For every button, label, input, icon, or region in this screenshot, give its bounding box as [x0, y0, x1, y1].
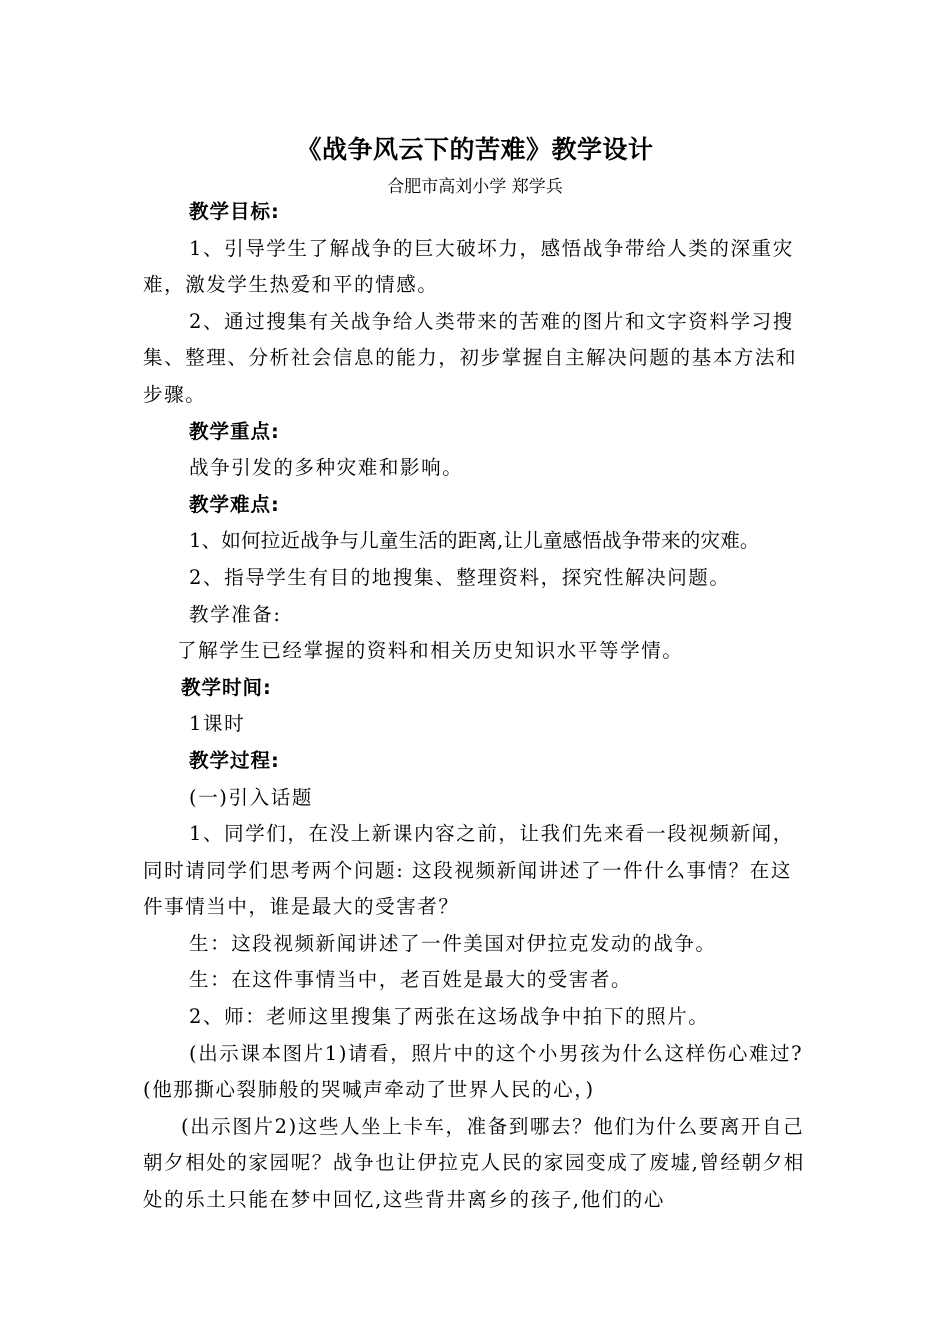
paragraph: 1、引导学生了解战争的巨大破坏力，感悟战争带给人类的深重灾难，激发学生热爱和平的情感。	[143, 236, 794, 297]
paragraph: (出示课本图片1)请看，照片中的这个小男孩为什么这样伤心难过?(他那撕心裂肺般的哭喊声牵动了世界人民的心，)	[143, 1041, 804, 1102]
heading-difficulties: 教学难点:	[189, 492, 280, 516]
paragraph: 生：这段视频新闻讲述了一件美国对伊拉克发动的战争。	[189, 931, 717, 955]
document-author: 合肥市高刘小学 郑学兵	[387, 177, 563, 197]
heading-key-points: 教学重点:	[189, 419, 280, 443]
paragraph: 2、师：老师这里搜集了两张在这场战争中拍下的照片。	[189, 1005, 710, 1029]
paragraph: 1、如何拉近战争与儿童生活的距离,让儿童感悟战争带来的灾难。	[189, 529, 760, 553]
section-heading-intro: (一)引入话题	[189, 785, 313, 809]
paragraph: 2、指导学生有目的地搜集、整理资料，探究性解决问题。	[189, 565, 731, 589]
heading-teaching-goals: 教学目标:	[189, 200, 280, 223]
heading-teaching-process: 教学过程:	[189, 748, 280, 772]
paragraph: 1、同学们，在没上新课内容之前，让我们先来看一段视频新闻，同时请同学们思考两个问题: 这段视频新闻讲述了一件什么事情？在这件事情当中，谁是最大的受害者？	[143, 822, 794, 919]
document-body	[143, 194, 813, 1219]
paragraph-preparation-label: 教学准备:	[189, 602, 282, 626]
heading-teaching-time: 教学时间:	[181, 675, 272, 699]
paragraph: 了解学生已经掌握的资料和相关历史知识水平等学情。	[177, 639, 684, 663]
paragraph: (出示图片2)这些人坐上卡车，准备到哪去？他们为什么要离开自己朝夕相处的家园呢？战争也让伊拉克人民的家园变成了废墟,曾经朝夕相处的乐土只能在梦中回忆,这些背井离乡的孩子,他们的心	[143, 1114, 805, 1212]
paragraph: 战争引发的多种灾难和影响。	[189, 456, 464, 480]
paragraph: 生：在这件事情当中，老百姓是最大的受害者。	[189, 968, 633, 992]
paragraph: 2、通过搜集有关战争给人类带来的苦难的图片和文字资料学习搜集、整理、分析社会信息的能力，初步掌握自主解决问题的基本方法和步骤。	[143, 309, 798, 406]
document-title: 《战争风云下的苦难》教学设计	[296, 135, 654, 164]
paragraph: 1课时	[189, 712, 246, 736]
